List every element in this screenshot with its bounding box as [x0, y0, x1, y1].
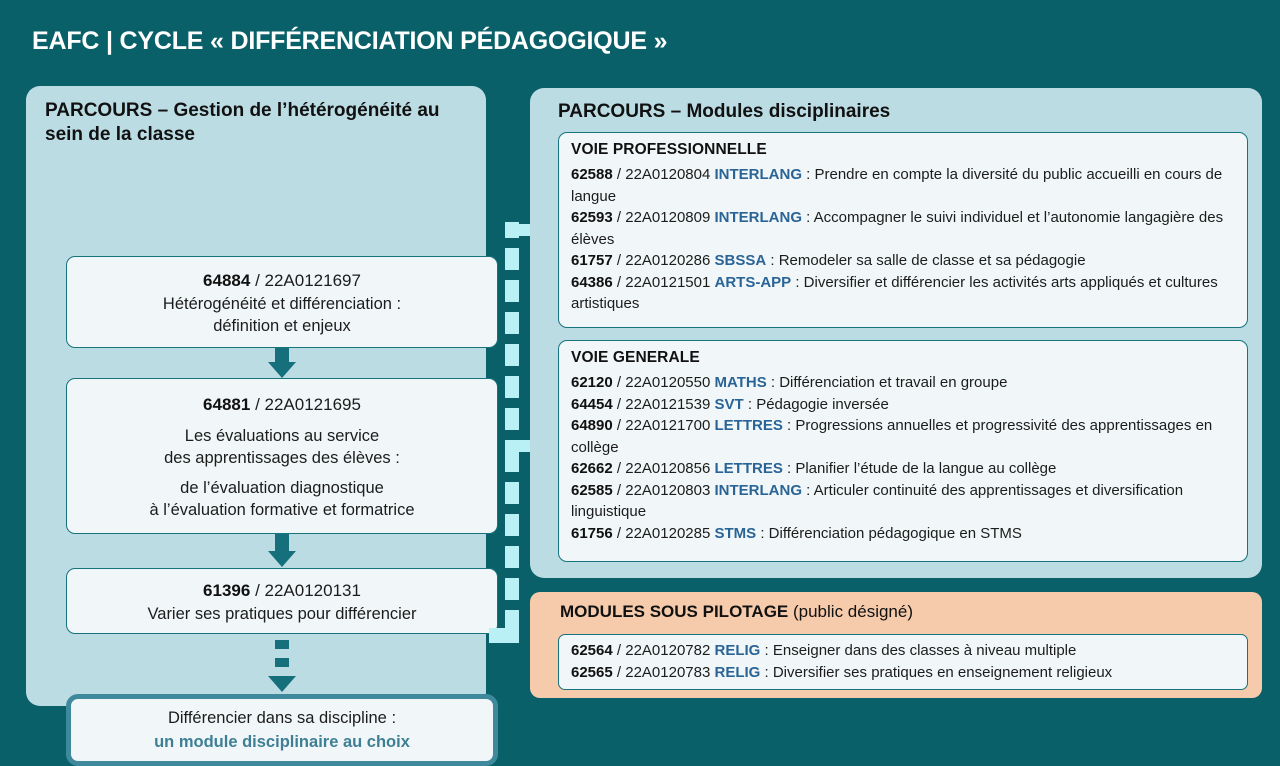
module-number: 62588	[571, 166, 613, 183]
flow-step-3-line1: Varier ses pratiques pour différencier	[147, 604, 417, 623]
down-arrow-2	[275, 534, 289, 568]
final-choice-box[interactable]	[66, 694, 498, 766]
module-number: 62662	[571, 460, 613, 477]
flow-step-3[interactable]	[66, 568, 498, 634]
module-discipline-tag: STMS	[714, 524, 757, 542]
module-description: : Diversifier ses pratiques en enseignement religieux	[760, 663, 1113, 681]
module-ref: 22A0120782	[625, 642, 715, 659]
module-number: 62564	[571, 642, 613, 659]
separator: /	[612, 642, 626, 659]
module-number: 64454	[571, 395, 613, 413]
module-line[interactable]	[571, 523, 1235, 545]
connector-dash	[505, 248, 519, 270]
module-description: : Prendre en compte la diversité du public accueilli en cours de langue	[571, 166, 1223, 205]
flow-step-2-line3: de l’évaluation diagnostique	[180, 478, 384, 497]
module-discipline-tag: SVT	[714, 395, 744, 413]
left-parcours-panel	[26, 86, 486, 751]
module-discipline-tag: RELIG	[714, 642, 761, 659]
module-discipline-tag: SBSSA	[714, 252, 767, 269]
module-ref: 22A0121700	[625, 417, 715, 434]
arrow-shaft	[275, 534, 289, 552]
module-number: 61757	[571, 252, 613, 269]
arrow-dash	[275, 658, 289, 667]
flow-step-2-line4: à l’évaluation formative et formatrice	[149, 500, 415, 519]
arrow-head	[268, 676, 296, 692]
module-ref: 22A0120856	[625, 460, 715, 477]
module-line[interactable]	[571, 272, 1235, 315]
module-line[interactable]	[571, 640, 1235, 662]
connector-dash	[505, 452, 519, 472]
pilot-title-strong: MODULES SOUS PILOTAGE	[560, 602, 789, 621]
flow-step-3-number: 61396	[203, 580, 251, 600]
flow-step-3-code	[203, 578, 361, 603]
right-modules-panel	[530, 88, 1262, 578]
module-ref: 22A0120285	[625, 524, 715, 542]
separator: /	[612, 252, 626, 269]
relig-modules-box	[558, 634, 1248, 690]
module-ref: 22A0121539	[625, 395, 715, 413]
final-choice-line2: un module disciplinaire au choix	[154, 733, 410, 751]
module-description: : Enseigner dans des classes à niveau multiple	[760, 642, 1077, 659]
flow-step-2-ref: 22A0121695	[264, 394, 361, 414]
separator: /	[255, 270, 265, 290]
connector-dash	[505, 344, 519, 366]
flow-step-2-code	[203, 392, 361, 417]
flow-step-3-ref: 22A0120131	[264, 580, 361, 600]
module-description: : Différenciation pédagogique en STMS	[756, 524, 1022, 542]
relig-module-list	[571, 640, 1235, 683]
connector-dash	[505, 482, 519, 504]
separator: /	[612, 209, 626, 226]
voie-professionnelle-module-list	[571, 164, 1235, 315]
voie-professionnelle-box	[558, 132, 1248, 328]
dashed-down-arrow	[275, 638, 289, 694]
module-number: 62593	[571, 209, 613, 226]
module-number: 61756	[571, 524, 613, 542]
module-description: : Articuler continuité des apprentissages et diversification linguistique	[571, 481, 1184, 520]
flow-step-1-line1: Hétérogénéité et différenciation :	[162, 294, 402, 313]
module-line[interactable]	[571, 394, 1235, 416]
separator: /	[612, 395, 626, 413]
pilot-title-light: (public désigné)	[788, 602, 914, 621]
module-description: : Planifier l’étude de la langue au collège	[782, 460, 1057, 477]
flow-step-1-ref: 22A0121697	[264, 270, 361, 290]
module-line[interactable]	[571, 164, 1235, 207]
module-line[interactable]	[571, 458, 1235, 480]
module-discipline-tag: INTERLANG	[714, 481, 802, 499]
module-description: : Remodeler sa salle de classe et sa pédagogie	[766, 252, 1086, 269]
right-panel-title: PARCOURS – Modules disciplinaires	[558, 101, 891, 122]
connector-dash	[505, 546, 519, 568]
connector-dash	[505, 610, 519, 628]
module-ref: 22A0120550	[625, 374, 715, 391]
module-description: : Accompagner le suivi individuel et l’autonomie langagière des élèves	[571, 209, 1224, 248]
arrow-head	[268, 551, 296, 567]
connector-dash	[505, 312, 519, 334]
connector-stub-top	[505, 222, 519, 238]
separator: /	[612, 417, 626, 434]
voie-generale-module-list	[571, 372, 1235, 544]
voie-generale-heading: VOIE GENERALE	[571, 349, 700, 366]
modules-sous-pilotage-panel	[530, 592, 1262, 698]
voie-professionnelle-heading: VOIE PROFESSIONNELLE	[571, 141, 767, 158]
module-discipline-tag: INTERLANG	[714, 209, 802, 226]
voie-generale-box	[558, 340, 1248, 562]
module-description: : Diversifier et différencier les activités arts appliqués et cultures artistiques	[571, 273, 1218, 312]
module-number: 62585	[571, 481, 613, 499]
flow-step-1-line2: définition et enjeux	[213, 316, 351, 335]
module-line[interactable]	[571, 480, 1235, 523]
module-line[interactable]	[571, 207, 1235, 250]
module-ref: 22A0120286	[625, 252, 715, 269]
module-ref: 22A0120809	[625, 209, 715, 226]
page-title: EAFC | CYCLE « DIFFÉRENCIATION PÉDAGOGIQUE »	[32, 27, 668, 55]
flow-step-2[interactable]	[66, 378, 498, 534]
pilot-panel-title	[560, 601, 913, 623]
down-arrow-1	[275, 348, 289, 378]
separator: /	[612, 481, 626, 499]
separator: /	[612, 166, 626, 183]
module-discipline-tag: ARTS-APP	[714, 273, 792, 291]
module-number: 62565	[571, 663, 613, 681]
connector-dash	[505, 514, 519, 536]
flow-step-1[interactable]	[66, 256, 498, 348]
connector-dash	[505, 408, 519, 430]
connector-dash	[505, 578, 519, 600]
module-description: : Progressions annuelles et progressivité des apprentissages en collège	[571, 417, 1213, 456]
flow-step-2-line2: des apprentissages des élèves :	[164, 448, 400, 467]
module-discipline-tag: RELIG	[714, 663, 761, 681]
module-line[interactable]	[571, 250, 1235, 272]
module-description: : Différenciation et travail en groupe	[766, 374, 1008, 391]
module-number: 64890	[571, 417, 613, 434]
separator: /	[612, 374, 626, 391]
module-ref: 22A0120783	[625, 663, 715, 681]
connector-elbow-bottom	[489, 628, 519, 643]
flow-step-1-number: 64884	[203, 270, 251, 290]
flow-step-2-number: 64881	[203, 394, 251, 414]
separator: /	[612, 663, 626, 681]
module-ref: 22A0120804	[625, 166, 715, 183]
module-discipline-tag: LETTRES	[714, 460, 783, 477]
module-discipline-tag: INTERLANG	[714, 166, 802, 183]
module-discipline-tag: MATHS	[714, 374, 767, 391]
flow-step-1-code	[203, 268, 361, 293]
connector-dash	[505, 280, 519, 302]
separator: /	[612, 460, 626, 477]
flow-step-2-line1: Les évaluations au service	[184, 426, 380, 445]
module-line[interactable]	[571, 662, 1235, 684]
final-choice-line1: Différencier dans sa discipline :	[167, 709, 397, 727]
connector-dash	[505, 376, 519, 398]
separator: /	[255, 394, 265, 414]
module-ref: 22A0120803	[625, 481, 715, 499]
separator: /	[255, 580, 265, 600]
separator: /	[612, 524, 626, 542]
module-ref: 22A0121501	[625, 273, 715, 291]
module-line[interactable]	[571, 372, 1235, 394]
separator: /	[612, 273, 626, 291]
arrow-dash	[275, 640, 289, 649]
arrow-head	[268, 362, 296, 378]
module-discipline-tag: LETTRES	[714, 417, 783, 434]
left-panel-title: PARCOURS – Gestion de l’hétérogénéité au sein de la classe	[45, 100, 440, 145]
module-number: 64386	[571, 273, 613, 291]
module-number: 62120	[571, 374, 613, 391]
module-line[interactable]	[571, 415, 1235, 458]
module-description: : Pédagogie inversée	[743, 395, 889, 413]
